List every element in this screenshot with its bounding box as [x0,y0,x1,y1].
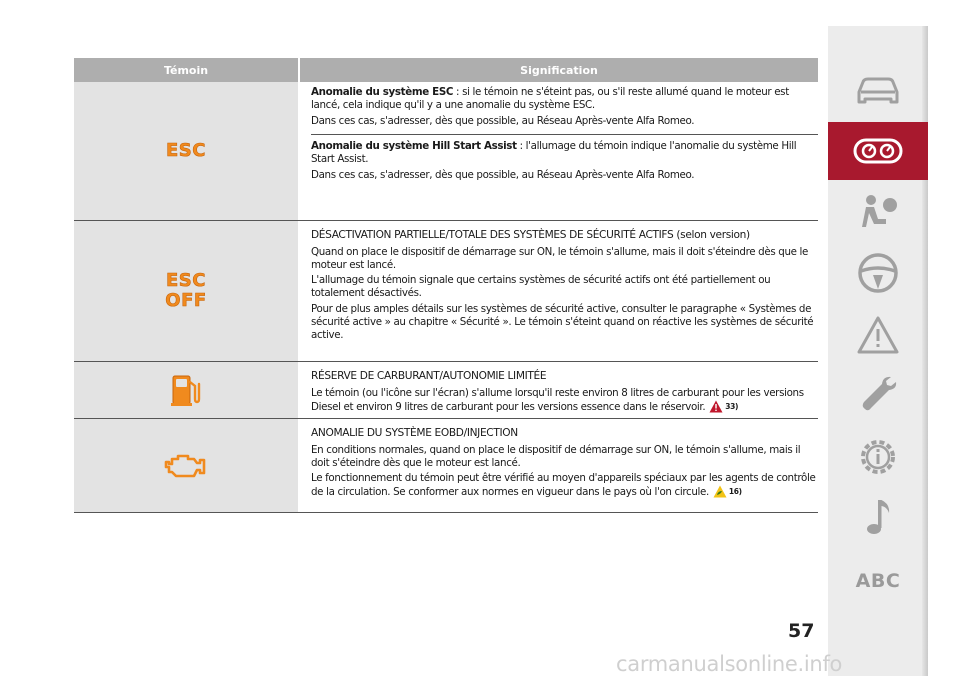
sidebar-item-index[interactable] [828,552,928,610]
music-note-icon [858,495,898,539]
table-row [74,221,818,362]
sidebar-item-maintenance[interactable] [828,366,928,424]
description-cell: RÉSERVE DE CARBURANT/AUTONOMIE LIMITÉE Le témoin (ou l'icône sur l'écran) s'allume lorsqu'il reste environ 8 litres de carburant pour les versions Diesel et environ 9 litres de carburant pour les versions essence dans le réservoir. 33) [300,362,818,418]
hazard-triangle-icon [856,315,900,355]
header-signification: Signification [520,63,598,77]
esc-warning-icon: ESC [166,140,206,161]
description-cell: DÉSACTIVATION PARTIELLE/TOTALE DES SYSTÈMES DE SÉCURITÉ ACTIFS (selon version) Quand on place le dispositif de démarrage sur ON, le témoin s'allume, mais il doit s'éteindre dès que le moteur est lancé. L'allumage du témoin signale que certains systèmes de sécurité actifs ont été partiellement ou totalement désactivés. Pour de plus amples détails sur les systèmes de sécurité active, consulter le paragraphe « Systèmes de sécurité active » au chapitre « Sécurité ». Le témoin s'éteint quand on réactive les systèmes de sécurité active. [300,221,818,361]
table-row [74,82,818,221]
sidebar-item-multimedia[interactable] [828,488,928,546]
hill-start-block: Anomalie du système Hill Start Assist : l'allumage du témoin indique l'anomalie du système Hill Start Assist. Dans ces cas, s'adresser, dès que possible, au Réseau Après-vente Alfa Romeo. [311,140,797,181]
airbag-passenger-icon [856,191,900,235]
description-cell [300,82,818,220]
sidebar-item-safety[interactable] [828,184,928,242]
table-header [74,58,818,82]
row-title: RÉSERVE DE CARBURANT/AUTONOMIE LIMITÉE [311,370,547,382]
table-row [74,362,818,419]
page-number: 57 [788,620,815,642]
hill-start-title: Anomalie du système Hill Start Assist [311,140,517,153]
reference-33: 33) [725,401,739,411]
esc-anomaly-title: Anomalie du système ESC [311,86,454,98]
warning-lights-table [74,58,818,513]
abc-index: ABC [855,570,901,592]
dashboard-icon [852,136,904,166]
table-row [74,419,818,513]
header-temoin: Témoin [163,63,209,77]
reference-16: 16) [728,487,742,497]
sidebar-item-car[interactable] [828,62,928,120]
sidebar-item-dashboard[interactable] [828,122,928,180]
row-title: DÉSACTIVATION PARTIELLE/TOTALE DES SYSTÈMES DE SÉCURITÉ ACTIFS (selon version) [311,229,750,241]
wrench-icon [856,373,900,417]
icon-cell [74,362,298,418]
engine-check-icon [164,451,208,481]
car-icon [853,74,903,108]
technical-gear-icon [856,435,900,479]
esc-anomaly-block: Anomalie du système ESC : si le témoin ne s'éteint pas, ou s'il reste allumé quand le moteur est lancé, cela indique qu'il y a une anomalie du système ESC. Dans ces cas, s'adresser, dès que possible, au Réseau Après-vente Alfa Romeo. [311,86,818,135]
watermark: carmanualsonline.info [616,652,843,676]
icon-cell [74,221,298,361]
icon-cell [74,82,298,220]
description-cell: ANOMALIE DU SYSTÈME EOBD/INJECTION En conditions normales, quand on place le dispositif de démarrage sur ON, le témoin s'allume, mais il doit s'éteindre dès que le moteur est lancé. Le fonctionnement du témoin peut être vérifié au moyen d'appareils spéciaux par les agents de contrôle de la circulation. Se conformer aux normes en vigueur dans le pays où l'on circule. 16) [300,419,818,512]
row-title: ANOMALIE DU SYSTÈME EOBD/INJECTION [311,427,518,439]
icon-cell [74,419,298,512]
sidebar-item-emergency[interactable] [828,306,928,364]
fuel-pump-icon [169,373,203,407]
steering-wheel-icon [856,251,900,295]
esc-off-icon: ESC OFF [165,270,207,311]
warning-triangle-icon [709,400,723,413]
environment-warning-icon [713,485,727,498]
sidebar-item-technical[interactable] [828,428,928,486]
sidebar-item-driving[interactable] [828,244,928,302]
chapter-sidebar [828,26,928,676]
